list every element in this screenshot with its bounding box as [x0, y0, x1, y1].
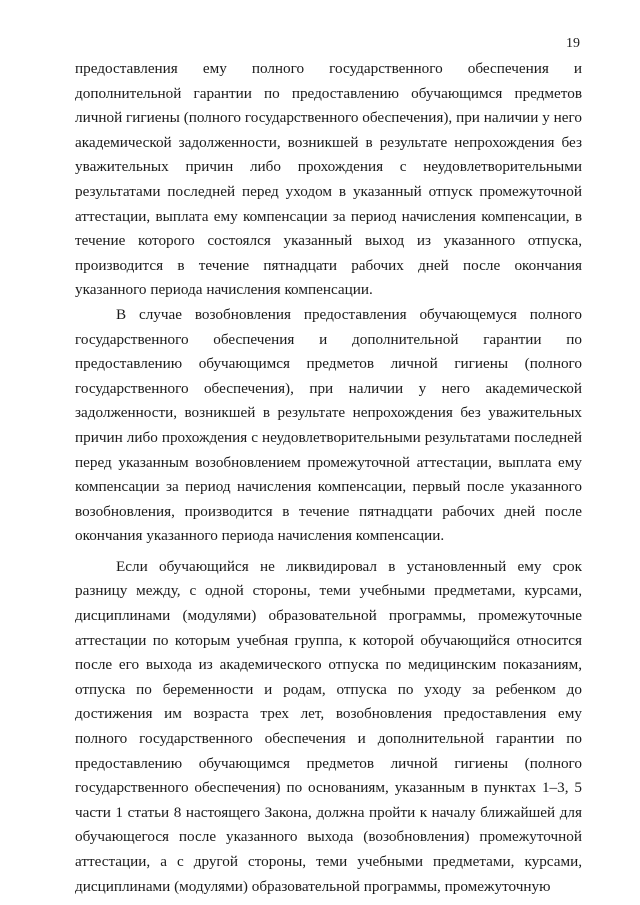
paragraph-resumption-case: В случае возобновления предоставления обучающемуся полного государственного обеспечения и дополнительной гарантии по предоставлению обучающимся предметов личной гигиены (полного государственного обеспечения), при наличии у него академической задолженности, возникшей в результате непрохождения без уважительных причин либо прохождения с неудовлетворительными результатами последней перед указанным возобновлением промежуточной аттестации, выплата ему компенсации за период начисления компенсации, первый после указанного возобновления, производится в течение пятнадцати рабочих дней после окончания указанного периода начисления компенсации. [75, 305, 582, 545]
page-number: 19 [566, 36, 580, 51]
paragraph-continuation: предоставления ему полного государственного обеспечения и дополнительной гарантии по предоставлению обучающимся предметов личной гигиены (полного государственного обеспечения), при наличии у него академической задолженности, возникшей в результате непрохождения без уважительных причин либо прохождения с неудовлетворительными результатами последней перед уходом в указанный отпуск промежуточной аттестации, выплата ему компенсации за период начисления компенсации, в течение которого состоялся указанный выход из указанного отпуска, производится в течение пятнадцати рабочих дней после окончания указанного периода начисления компенсации. [75, 60, 582, 299]
paragraph-unliquidated-difference: Если обучающийся не ликвидировал в установленный ему срок разницу между, с одной стороны, теми учебными предметами, курсами, дисциплинами (модулями) образовательной программы, промежуточные аттестации по которым учебная группа, к которой обучающийся относится после его выхода из академического отпуска по медицинским показаниям, отпуска по беременности и родам, отпуска по уходу за ребенком до достижения им возраста трех лет, возобновления предоставления ему полного государственного обеспечения и дополнительной гарантии по предоставлению обучающимся предметов личной гигиены (полного государственного обеспечения) по основаниям, указанным в пунктах 1–3, 5 части 1 статьи 8 настоящего Закона, должна пройти к началу ближайшей для обучающегося после указанного выхода (возобновления) промежуточной аттестации, а с другой стороны, теми учебными предметами, курсами, дисциплинами (модулями) образовательной программы, промежуточную [75, 557, 582, 895]
document-body [75, 57, 582, 899]
